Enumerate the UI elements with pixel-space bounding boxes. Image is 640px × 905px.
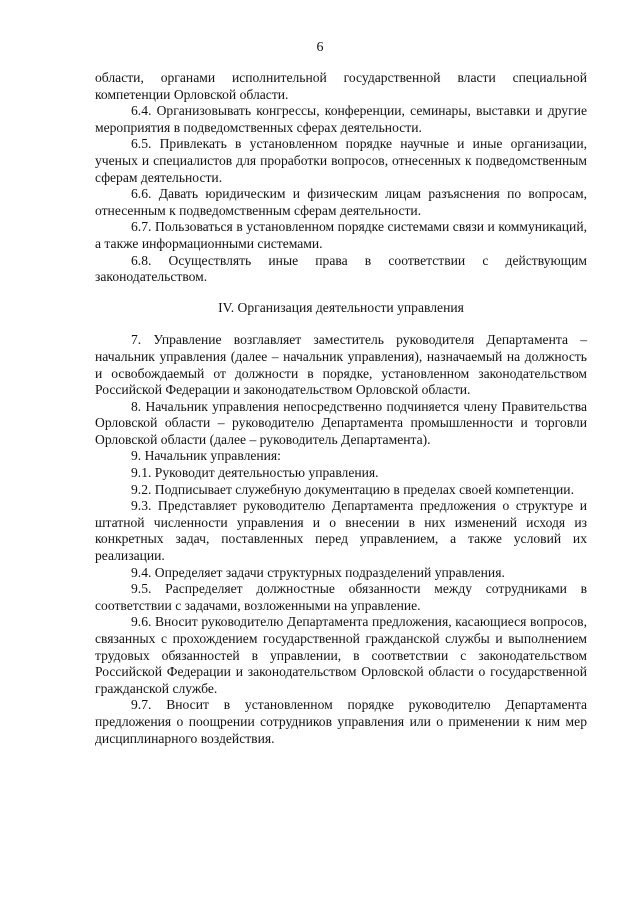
paragraph-9-1: 9.1. Руководит деятельностью управления. xyxy=(131,465,379,481)
paragraph-9-2: 9.2. Подписывает служебную документацию в пределах своей компетенции. xyxy=(131,481,574,497)
paragraph-9-6: 9.6. Вносит руководителю Департамента предложения, касающиеся вопросов, связанных с прохождением государственной гражданской службы и выполнением трудовых обязанностей в управлении, в соответствии с законодательством Российской Федерации и законодательством Орловской области о государственной гражданской службе. xyxy=(95,614,587,696)
paragraph-9: 9. Начальник управления: xyxy=(131,448,281,464)
paragraph-6-6: 6.6. Давать юридическим и физическим лицам разъяснения по вопросам, отнесенным к подведомственным сферам деятельности. xyxy=(95,186,587,218)
paragraph-6-7: 6.7. Пользоваться в установленном порядке системами связи и коммуникаций, а также информационными системами. xyxy=(95,219,587,251)
paragraph-9-3: 9.3. Представляет руководителю Департамента предложения о структуре и штатной численности управления и о внесении в них изменений исходя из конкретных задач, поставленных перед управлением, а также условий их реализации. xyxy=(95,498,587,564)
paragraph-6-8: 6.8. Осуществлять иные права в соответствии с действующим законодательством. xyxy=(95,252,587,285)
page-number: 6 xyxy=(316,40,324,55)
paragraph-9-4: 9.4. Определяет задачи структурных подразделений управления. xyxy=(131,564,505,580)
paragraph: области, органами исполнительной государственной власти специальной компетенции Орловской области. xyxy=(95,70,587,102)
paragraph-9-7: 9.7. Вносит в установленном порядке руководителю Департамента предложения о поощрении сотрудников управления или о применении к ним мер дисциплинарного воздействия. xyxy=(95,697,587,746)
paragraph-6-5: 6.5. Привлекать в установленном порядке научные и иные организации, ученых и специалистов для проработки вопросов, отнесенных к подведомственным сферам деятельности. xyxy=(95,136,587,185)
section-title: IV. Организация деятельности управления xyxy=(218,299,464,315)
document-body xyxy=(95,70,587,747)
paragraph-9-5: 9.5. Распределяет должностные обязанности между сотрудниками в соответствии с задачами, возложенными на управление. xyxy=(95,581,587,613)
paragraph-6-4: 6.4. Организовывать конгрессы, конференции, семинары, выставки и другие мероприятия в подведомственных сферах деятельности. xyxy=(95,103,587,135)
paragraph-7: 7. Управление возглавляет заместитель руководителя Департамента – начальник управления (далее – начальник управления), назначаемый на должность и освобождаемый от должности в порядке, установленном законодательством Российской Федерации и законодательством Орловской области. xyxy=(95,332,587,398)
paragraph-8: 8. Начальник управления непосредственно подчиняется члену Правительства Орловской области – руководителю Департамента промышленности и торговли Орловской области (далее – руководитель Департамента). xyxy=(95,398,587,447)
